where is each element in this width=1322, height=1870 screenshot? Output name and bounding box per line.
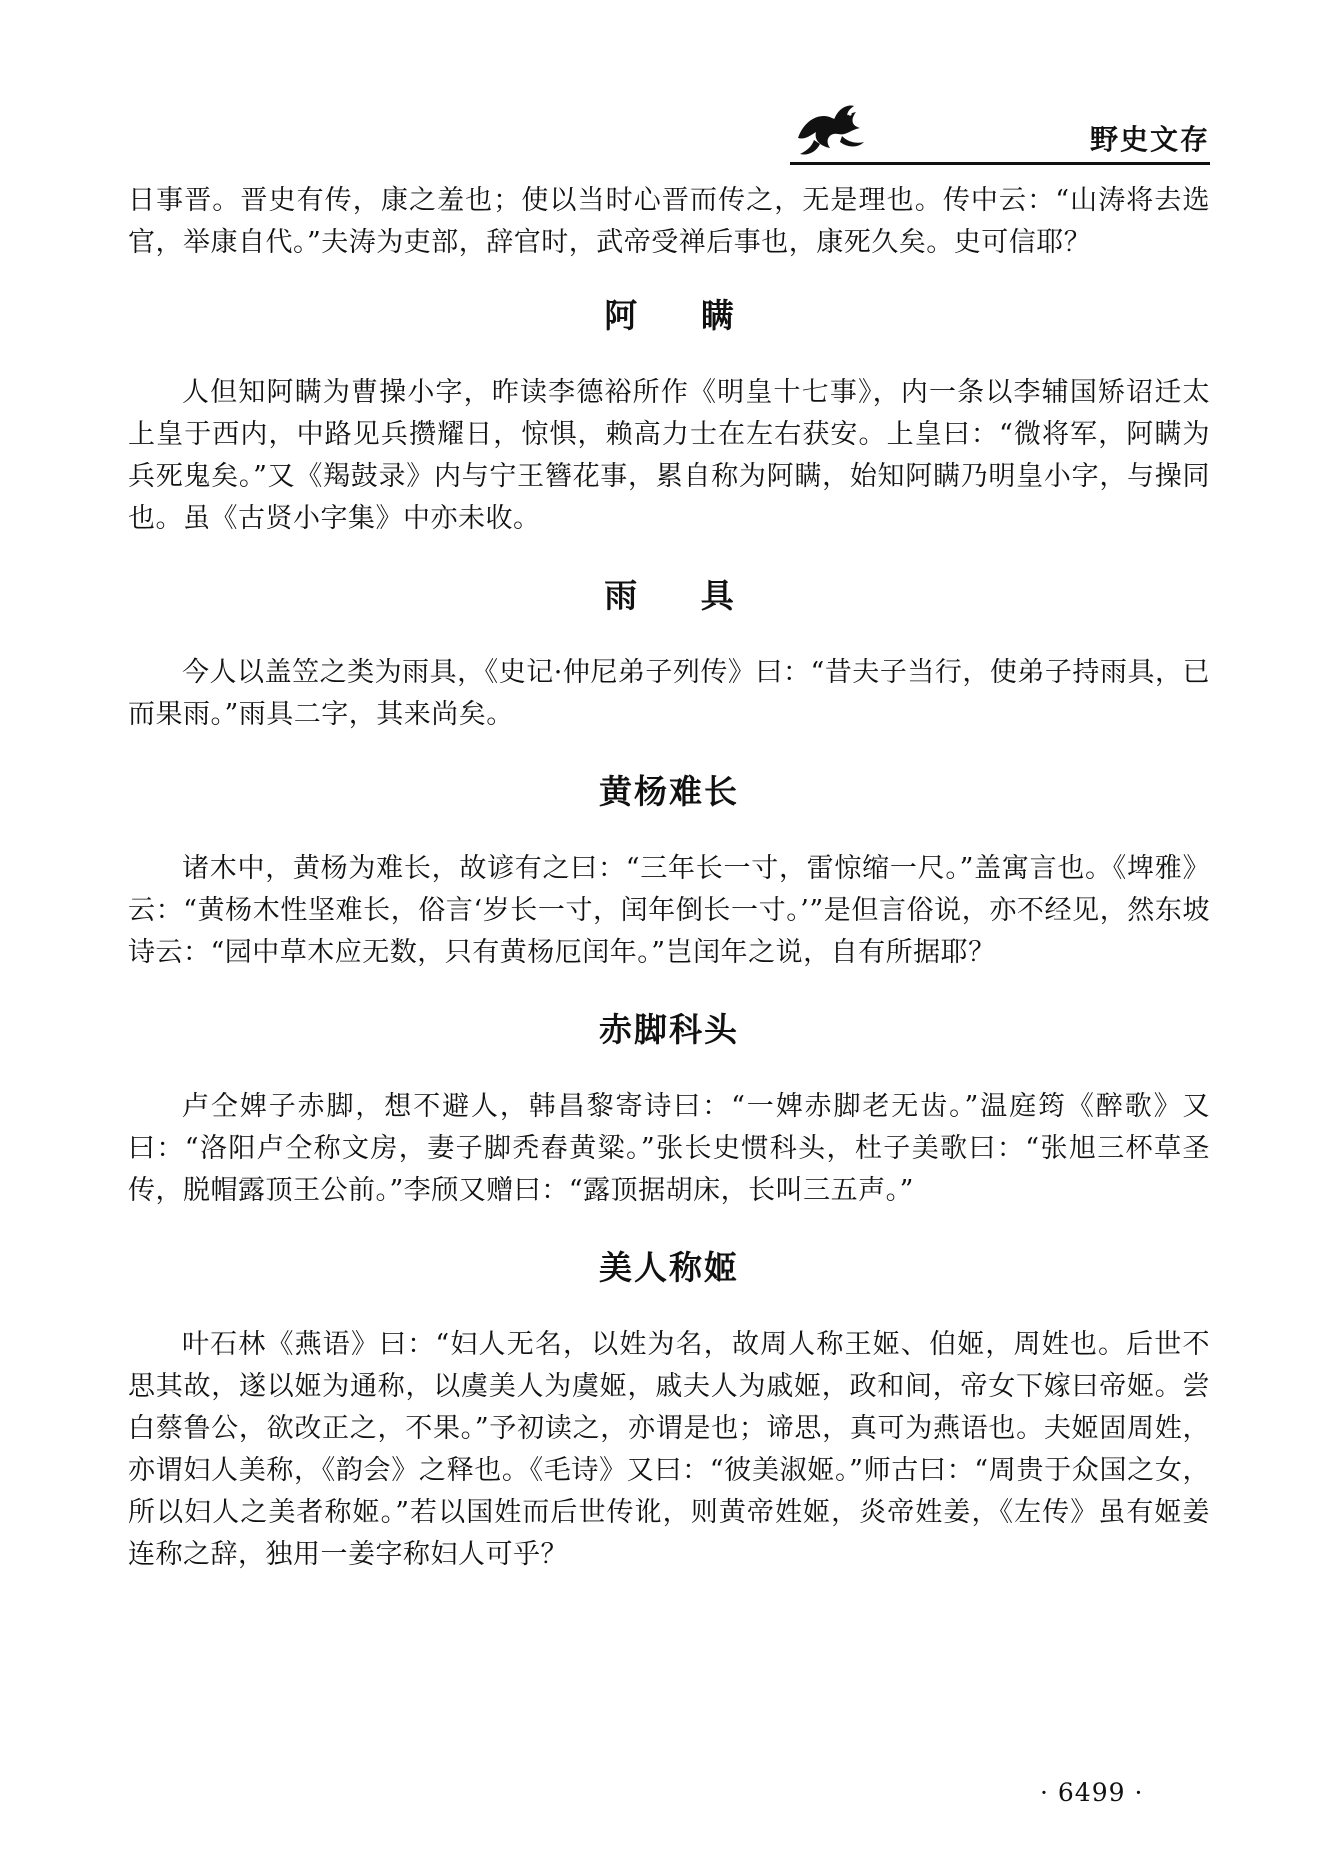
dragon-emblem-icon: [790, 100, 880, 160]
section-heading-yu-ju: 雨 具: [604, 576, 760, 615]
continued-paragraph: 日事晋。晋史有传，康之羞也；使以当时心晋而传之，无是理也。传中云：“山涛将去选官，举康自代。”夫涛为吏部，辞官时，武帝受禅后事也，康死久矣。史可信耶？: [128, 185, 1210, 258]
series-title: 野史文存: [1089, 123, 1210, 156]
section-paragraph-a-man: 人但知阿瞒为曹操小字，昨读李德裕所作《明皇十七事》，内一条以李辅国矫诏迁太上皇于西内，中路见兵攒耀日，惊惧，赖高力士在左右获安。上皇曰：“微将军，阿瞒为兵死鬼矣。”又《羯鼓录》内与宁王簪花事，累自称为阿瞒，始知阿瞒乃明皇小字，与操同也。虽《古贤小字集》中亦未收。: [128, 377, 1210, 534]
section-paragraph-yu-ju: 今人以盖笠之类为雨具，《史记·仲尼弟子列传》曰：“昔夫子当行，使弟子持雨具，已而果雨。”雨具二字，其来尚矣。: [128, 657, 1210, 730]
section-heading-huang-yang: 黄杨难长: [599, 772, 739, 811]
section-heading-mei-ren: 美人称姬: [599, 1248, 739, 1287]
running-header: [790, 100, 1210, 160]
header-rule: [790, 162, 1210, 165]
page-number: · 6499 ·: [1040, 1778, 1144, 1807]
section-paragraph-mei-ren: 叶石林《燕语》曰：“妇人无名，以姓为名，故周人称王姬、伯姬，周姓也。后世不思其故，遂以姬为通称，以虞美人为虞姬，戚夫人为戚姬，政和间，帝女下嫁曰帝姬。尝白蔡鲁公，欲改正之，不果。”予初读之，亦谓是也；谛思，真可为燕语也。夫姬固周姓，亦谓妇人美称，《韵会》之释也。《毛诗》又曰：“彼美淑姬。”师古曰：“周贵于众国之女，所以妇人之美者称姬。”若以国姓而后世传讹，则黄帝姓姬，炎帝姓姜，《左传》虽有姬姜连称之辞，独用一姜字称妇人可乎？: [128, 1329, 1210, 1570]
section-paragraph-chi-jiao: 卢仝婢子赤脚，想不避人，韩昌黎寄诗曰：“一婢赤脚老无齿。”温庭筠《醉歌》又曰：“洛阳卢仝称文房，妻子脚秃舂黄粱。”张长史惯科头，杜子美歌曰：“张旭三杯草圣传，脱帽露顶王公前。”李颀又赠曰：“露顶据胡床，长叫三五声。”: [128, 1091, 1210, 1206]
main-text: [128, 180, 1210, 1576]
section-heading-chi-jiao: 赤脚科头: [599, 1010, 739, 1049]
section-heading-a-man: 阿 瞒: [604, 296, 760, 335]
section-paragraph-huang-yang: 诸木中，黄杨为难长，故谚有之曰：“三年长一寸，雷惊缩一尺。”盖寓言也。《埤雅》云：“黄杨木性坚难长，俗言‘岁长一寸，闰年倒长一寸。’”是但言俗说，亦不经见，然东坡诗云：“园中草木应无数，只有黄杨厄闰年。”岂闰年之说，自有所据耶？: [128, 853, 1210, 968]
